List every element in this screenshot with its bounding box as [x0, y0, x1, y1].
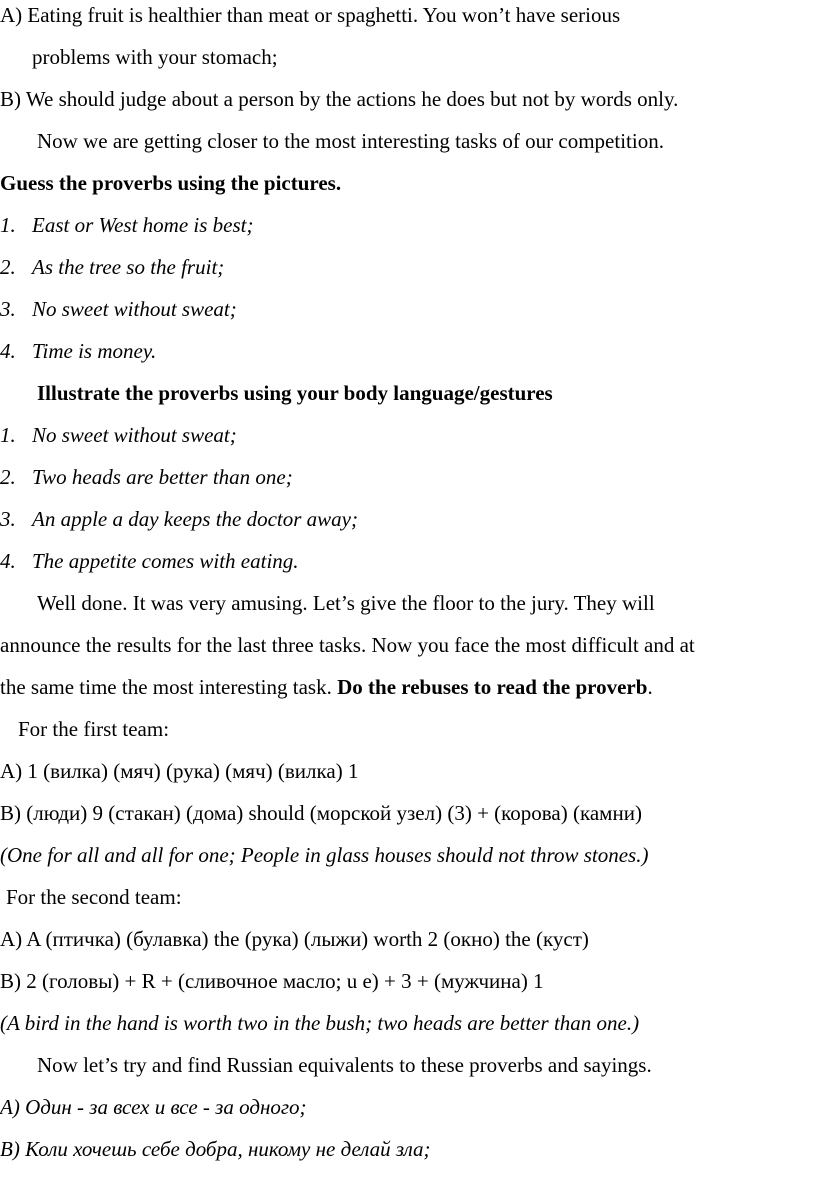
answer-a-line1: A) Eating fruit is healthier than meat or spaghetti. You won’t have serious [0, 3, 621, 27]
transition-paragraph: Now we are getting closer to the most interesting tasks of our competition. [37, 129, 664, 153]
guess-item-number: 3. [0, 297, 16, 321]
illustrate-item [0, 421, 237, 449]
rebus-intro-line3 [0, 673, 653, 701]
illustrate-item-number: 3. [0, 507, 16, 531]
guess-item [0, 295, 237, 323]
guess-item [0, 253, 224, 281]
team2-rebus-b: B) 2 (головы) + R + (сливочное масло; u e) + 3 + (мужчина) 1 [0, 969, 544, 993]
guess-item-number: 1. [0, 213, 16, 237]
team2-heading: For the second team: [6, 885, 182, 909]
rebus-task-title: Do the rebuses to read the proverb [337, 675, 648, 699]
illustrate-item-number: 2. [0, 465, 16, 489]
team1-rebus-b: B) (люди) 9 (стакан) (дома) should (морской узел) (3) + (корова) (камни) [0, 801, 642, 825]
russian-item: A) Один - за всех и все - за одного; [0, 1095, 307, 1119]
illustrate-item [0, 505, 358, 533]
illustrate-item-number: 1. [0, 423, 16, 447]
guess-item [0, 211, 253, 239]
rebus-intro-line3-period: . [647, 675, 653, 699]
answer-b-line: B) We should judge about a person by the actions he does but not by words only. [0, 87, 679, 111]
rebus-intro-line2: announce the results for the last three tasks. Now you face the most difficult and at [0, 633, 695, 657]
team2-rebus-a: A) A (птичка) (булавка) the (рука) (лыжи) worth 2 (окно) the (куст) [0, 927, 589, 951]
guess-item-text: No sweet without sweat; [32, 297, 237, 321]
guess-item-text: As the tree so the fruit; [32, 255, 225, 279]
answer-a-line2: problems with your stomach; [32, 45, 278, 69]
illustrate-item-text: The appetite comes with eating. [32, 549, 299, 573]
guess-item-text: Time is money. [32, 339, 157, 363]
illustrate-heading: Illustrate the proverbs using your body language/gestures [37, 381, 553, 405]
illustrate-item [0, 547, 299, 575]
guess-heading: Guess the proverbs using the pictures. [0, 171, 342, 195]
illustrate-item-text: No sweet without sweat; [32, 423, 237, 447]
guess-item-number: 4. [0, 339, 16, 363]
illustrate-item-text: Two heads are better than one; [32, 465, 293, 489]
illustrate-item [0, 463, 293, 491]
russian-item: B) Коли хочешь себе добра, никому не делай зла; [0, 1137, 431, 1161]
illustrate-item-text: An apple a day keeps the doctor away; [32, 507, 358, 531]
guess-item-text: East or West home is best; [32, 213, 254, 237]
rebus-intro-line3-text: the same time the most interesting task. [0, 675, 338, 699]
guess-item [0, 337, 156, 365]
illustrate-item-number: 4. [0, 549, 16, 573]
guess-item-number: 2. [0, 255, 16, 279]
team2-answer: (A bird in the hand is worth two in the bush; two heads are better than one.) [0, 1011, 640, 1035]
russian-intro: Now let’s try and find Russian equivalents to these proverbs and sayings. [37, 1053, 652, 1077]
rebus-intro-line1: Well done. It was very amusing. Let’s give the floor to the jury. They will [37, 591, 655, 615]
team1-answer: (One for all and all for one; People in glass houses should not throw stones.) [0, 843, 649, 867]
team1-heading: For the first team: [18, 717, 170, 741]
team1-rebus-a: A) 1 (вилка) (мяч) (рука) (мяч) (вилка) 1 [0, 759, 359, 783]
